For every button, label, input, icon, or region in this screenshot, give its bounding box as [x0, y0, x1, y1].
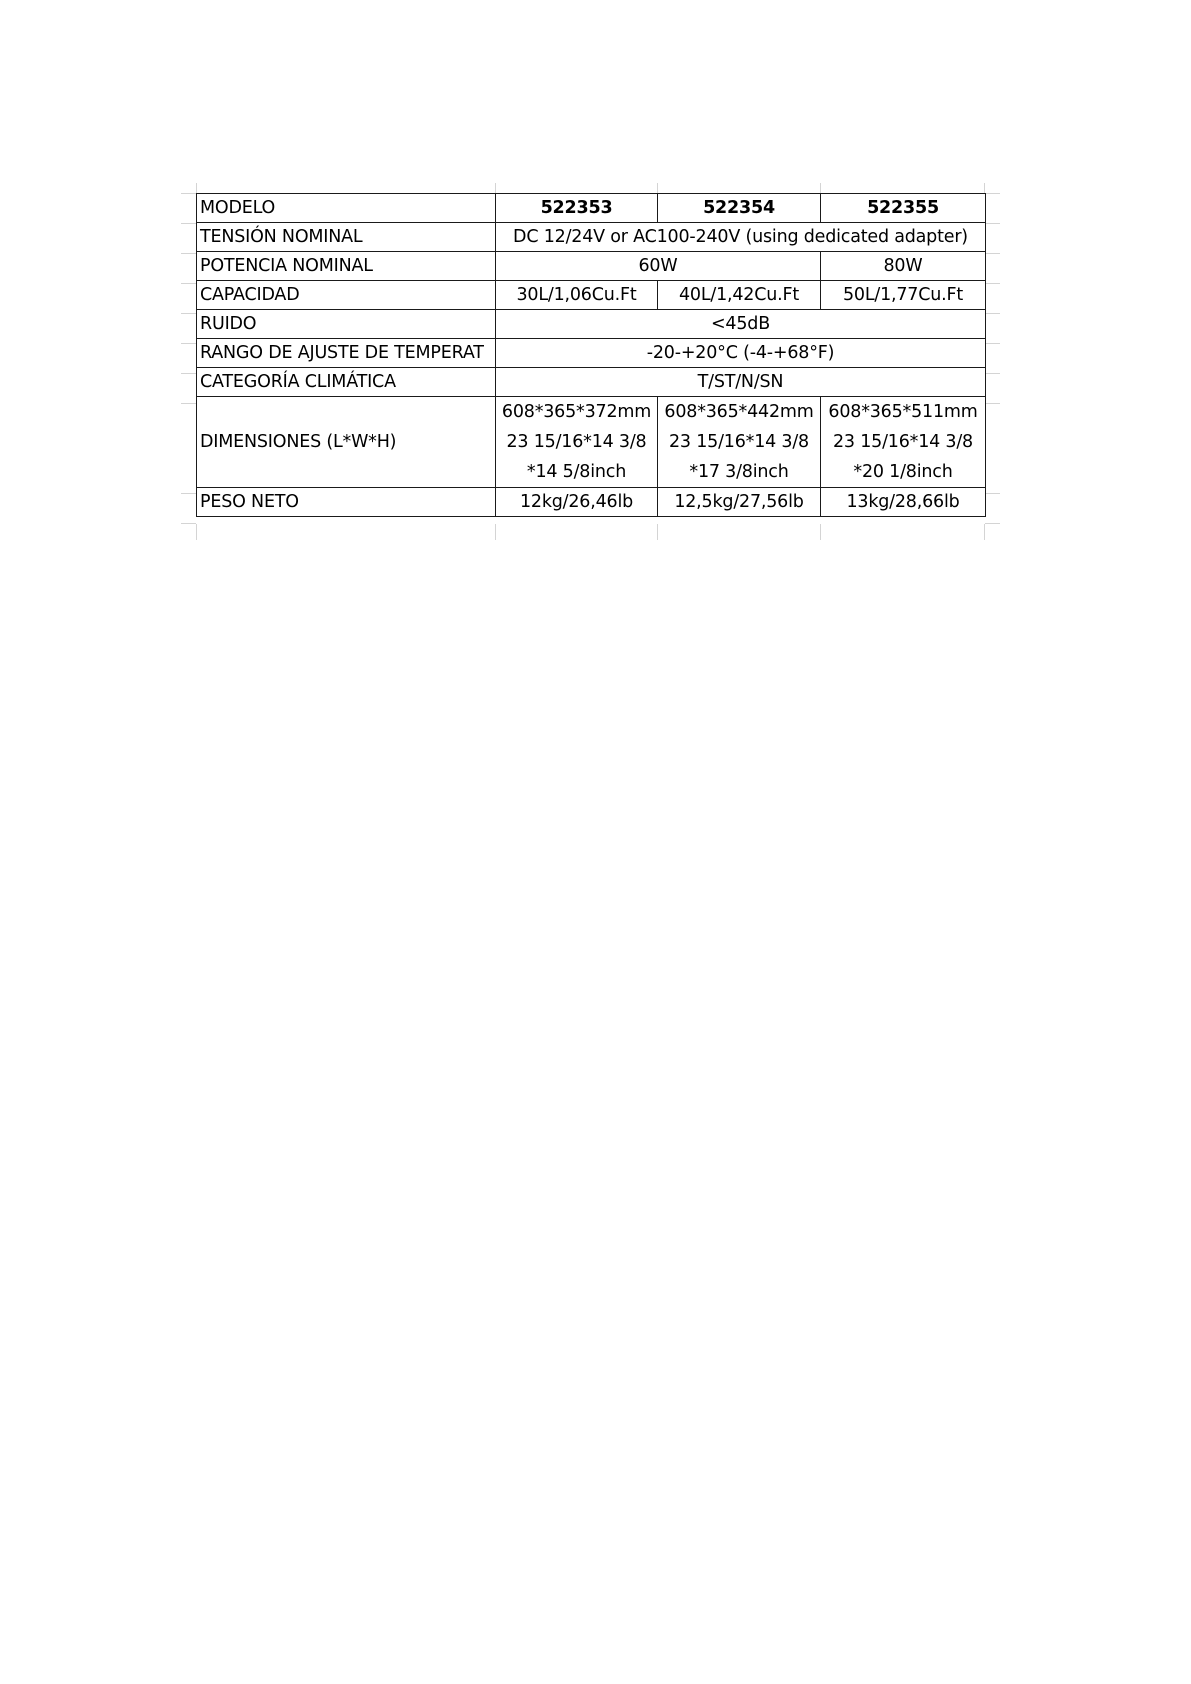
temperature-cell: -20-+20°C (-4-+68°F) — [496, 339, 986, 368]
gridline — [985, 493, 1000, 494]
gridline — [181, 313, 196, 314]
dimensions-cell — [496, 397, 658, 488]
weight-cell: 12,5kg/27,56lb — [658, 488, 821, 517]
gridline — [985, 223, 1000, 224]
gridline — [181, 283, 196, 284]
gridline — [985, 373, 1000, 374]
dimensions-line: 23 15/16*14 3/8 — [832, 432, 973, 452]
power-cell-shared: 60W — [496, 252, 821, 281]
gridline — [181, 253, 196, 254]
model-cell: 522353 — [496, 194, 658, 223]
table-row-temperature — [197, 339, 986, 368]
dimensions-line: *17 3/8inch — [689, 462, 789, 482]
gridline — [181, 373, 196, 374]
table-row-power — [197, 252, 986, 281]
gridline — [657, 524, 658, 540]
gridline — [657, 183, 658, 193]
gridline — [181, 223, 196, 224]
gridline — [985, 343, 1000, 344]
row-label-weight: PESO NETO — [197, 488, 496, 517]
gridline — [984, 524, 985, 540]
gridline — [985, 193, 1000, 194]
dimensions-line: *20 1/8inch — [853, 462, 953, 482]
gridline — [181, 193, 196, 194]
dimensions-line: 23 15/16*14 3/8 — [668, 432, 809, 452]
capacity-cell: 30L/1,06Cu.Ft — [496, 281, 658, 310]
dimensions-line: *14 5/8inch — [526, 462, 627, 482]
gridline — [985, 523, 1000, 524]
voltage-cell: DC 12/24V or AC100-240V (using dedicated adapter) — [496, 223, 986, 252]
weight-cell: 13kg/28,66lb — [821, 488, 986, 517]
gridline — [820, 524, 821, 540]
row-label-noise: RUIDO — [197, 310, 496, 339]
gridline — [985, 313, 1000, 314]
gridline — [985, 403, 1000, 404]
gridline — [985, 253, 1000, 254]
row-label-power: POTENCIA NOMINAL — [197, 252, 496, 281]
climate-cell: T/ST/N/SN — [496, 368, 986, 397]
gridline — [495, 524, 496, 540]
gridline — [181, 523, 196, 524]
gridline — [820, 183, 821, 193]
model-cell: 522355 — [821, 194, 986, 223]
row-label-model: MODELO — [197, 194, 496, 223]
table-row-capacity — [197, 281, 986, 310]
power-cell-last: 80W — [821, 252, 986, 281]
model-cell: 522354 — [658, 194, 821, 223]
table-row-weight — [197, 488, 986, 517]
dimensions-line: 608*365*442mm — [664, 402, 814, 422]
gridline — [181, 403, 196, 404]
table-row-noise — [197, 310, 986, 339]
gridline — [196, 524, 197, 540]
row-label-dimensions: DIMENSIONES (L*W*H) — [197, 397, 496, 488]
noise-cell: <45dB — [496, 310, 986, 339]
row-label-climate: CATEGORÍA CLIMÁTICA — [197, 368, 496, 397]
dimensions-line: 23 15/16*14 3/8 — [506, 432, 647, 452]
row-label-capacity: CAPACIDAD — [197, 281, 496, 310]
gridline — [181, 343, 196, 344]
gridline — [196, 183, 197, 193]
dimensions-line: 608*365*511mm — [828, 402, 978, 422]
specifications-table — [196, 193, 986, 517]
table-row-voltage — [197, 223, 986, 252]
weight-cell: 12kg/26,46lb — [496, 488, 658, 517]
gridline — [984, 183, 985, 193]
row-label-temperature: RANGO DE AJUSTE DE TEMPERAT — [197, 339, 496, 368]
table-row-dimensions — [197, 397, 986, 488]
dimensions-line: 608*365*372mm — [501, 402, 652, 422]
capacity-cell: 50L/1,77Cu.Ft — [821, 281, 986, 310]
row-label-voltage: TENSIÓN NOMINAL — [197, 223, 496, 252]
dimensions-cell — [821, 397, 986, 488]
dimensions-cell — [658, 397, 821, 488]
table-row-climate — [197, 368, 986, 397]
gridline — [985, 283, 1000, 284]
table-row-model — [197, 194, 986, 223]
gridline — [181, 493, 196, 494]
gridline — [495, 183, 496, 193]
capacity-cell: 40L/1,42Cu.Ft — [658, 281, 821, 310]
